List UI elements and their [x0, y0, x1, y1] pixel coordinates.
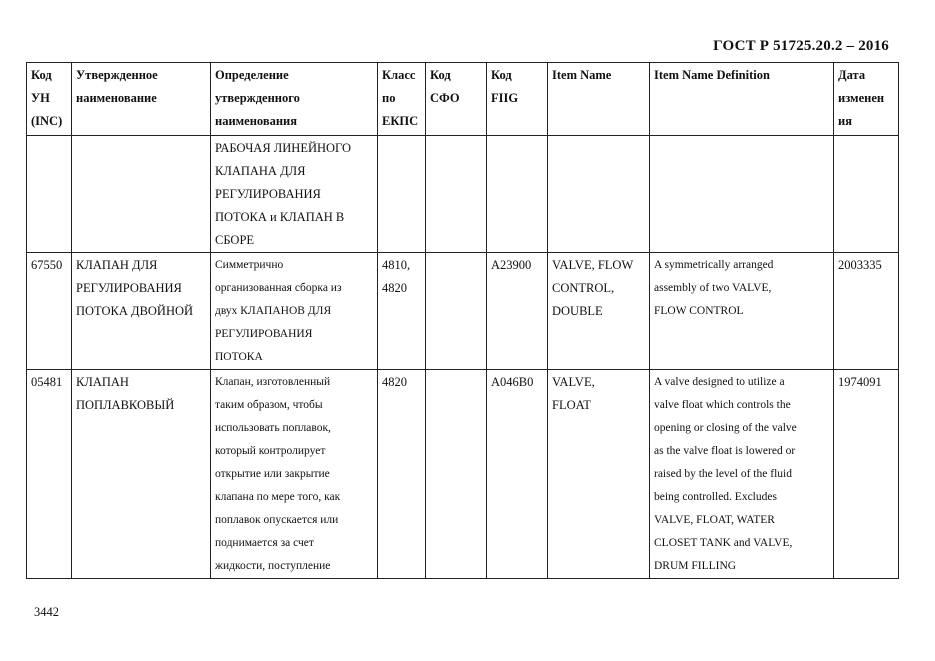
column-header-change-date: Дата изменен ия	[834, 63, 899, 136]
cell-sfo	[426, 253, 487, 370]
cell-item-name-definition: A valve designed to utilize a valve float which controls the opening or closing of the valve as the valve float is lowered or raised by the level of the fluid being controlled. Excludes VALVE, FLOAT, WATER CLOSET TANK and VALVE, DRUM FILLING	[650, 370, 834, 579]
cell-item-name-definition: A symmetrically arranged assembly of two VALVE, FLOW CONTROL	[650, 253, 834, 370]
column-header-inc: Код УН (INC)	[27, 63, 72, 136]
column-header-fiig: Код FIIG	[487, 63, 548, 136]
column-header-sfo: Код СФО	[426, 63, 487, 136]
table-row	[27, 370, 899, 579]
cell-inc: 05481	[27, 370, 72, 579]
cell-approved-name: КЛАПАН ПОПЛАВКОВЫЙ	[72, 370, 211, 579]
cell-approved-name	[72, 136, 211, 253]
cell-inc	[27, 136, 72, 253]
cell-item-name: VALVE, FLOAT	[548, 370, 650, 579]
column-header-item-name-definition: Item Name Definition	[650, 63, 834, 136]
cell-sfo	[426, 136, 487, 253]
page-number: 3442	[34, 605, 59, 619]
table-row	[27, 253, 899, 370]
column-header-definition: Определение утвержденного наименования	[211, 63, 378, 136]
column-header-approved-name: Утвержденное наименование	[72, 63, 211, 136]
cell-sfo	[426, 370, 487, 579]
document-standard-header: ГОСТ Р 51725.20.2 – 2016	[713, 38, 889, 54]
cell-approved-name: КЛАПАН ДЛЯ РЕГУЛИРОВАНИЯ ПОТОКА ДВОЙНОЙ	[72, 253, 211, 370]
column-header-item-name: Item Name	[548, 63, 650, 136]
cell-definition: РАБОЧАЯ ЛИНЕЙНОГО КЛАПАНА ДЛЯ РЕГУЛИРОВАНИЯ ПОТОКА и КЛАПАН В СБОРЕ	[211, 136, 378, 253]
cell-change-date	[834, 136, 899, 253]
cell-fiig: A046B0	[487, 370, 548, 579]
cell-class	[378, 136, 426, 253]
table-row	[27, 136, 899, 253]
cell-change-date: 1974091	[834, 370, 899, 579]
table-header-row	[27, 63, 899, 136]
cell-class: 4820	[378, 370, 426, 579]
column-header-class: Класс по ЕКПС	[378, 63, 426, 136]
cell-inc: 67550	[27, 253, 72, 370]
cell-change-date: 2003335	[834, 253, 899, 370]
cell-fiig	[487, 136, 548, 253]
cell-definition: Клапан, изготовленный таким образом, чтобы использовать поплавок, который контролирует открытие или закрытие клапана по мере того, как поплавок опускается или поднимается за счет жидкости, поступление	[211, 370, 378, 579]
cell-class: 4810, 4820	[378, 253, 426, 370]
cell-item-name-definition	[650, 136, 834, 253]
cell-item-name	[548, 136, 650, 253]
cell-definition: Симметрично организованная сборка из двух КЛАПАНОВ ДЛЯ РЕГУЛИРОВАНИЯ ПОТОКА	[211, 253, 378, 370]
catalog-table	[26, 62, 899, 579]
cell-item-name: VALVE, FLOW CONTROL, DOUBLE	[548, 253, 650, 370]
cell-fiig: A23900	[487, 253, 548, 370]
